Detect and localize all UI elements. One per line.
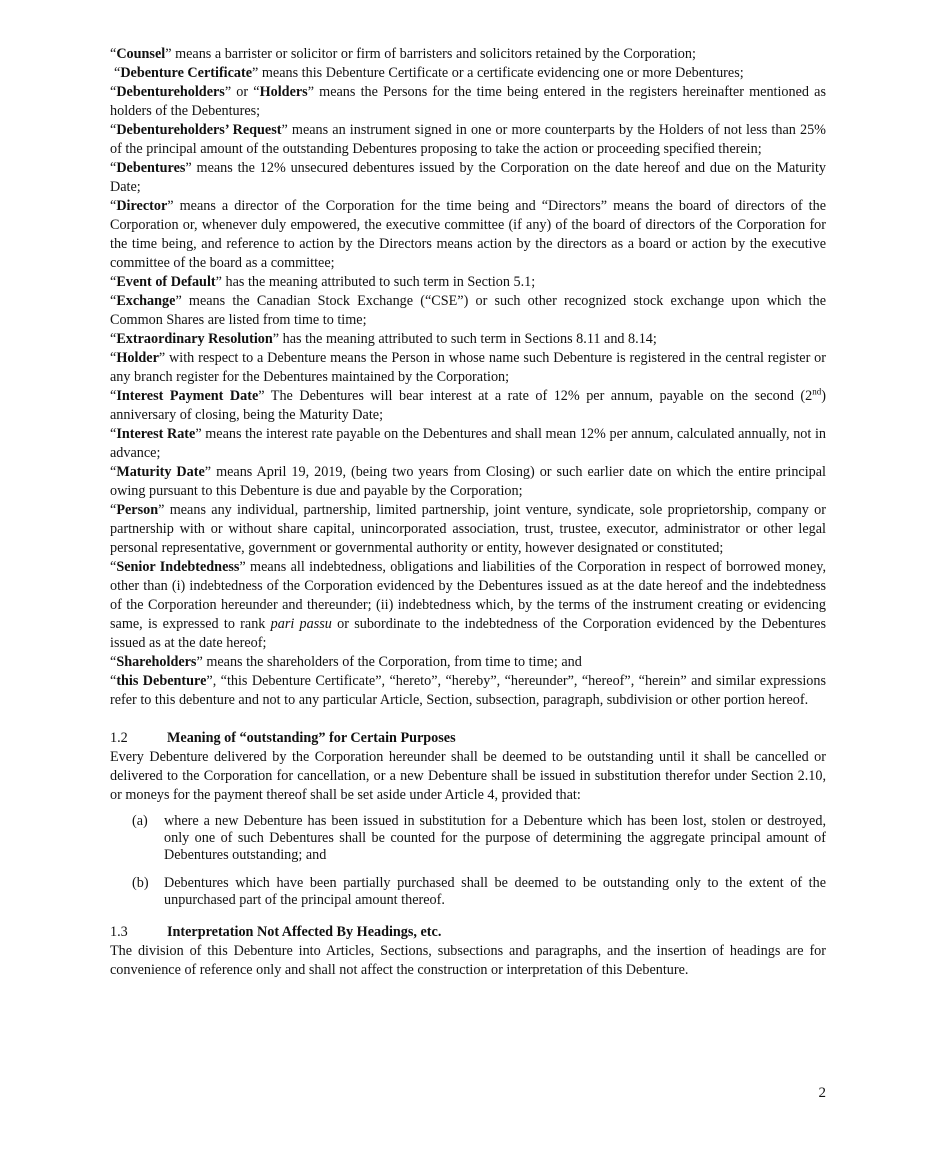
definition-debentureholders-request: “Debentureholders’ Request” means an instrument signed in one or more counterparts by the Holders of not less than 25% of the principal amount of the outstanding Debentures proposing to take the action or proceeding specified therein; — [110, 122, 826, 157]
definition-exchange: “Exchange” means the Canadian Stock Exchange (“CSE”) or such other recognized stock exchange upon which the Common Shares are listed from time to time; — [110, 293, 826, 328]
page-number: 2 — [818, 1085, 826, 1101]
section-heading — [110, 729, 826, 748]
section-1-2 — [110, 729, 826, 909]
list-item-text: Debentures which have been partially purchased shall be deemed to be outstanding only to the extent of the unpurchased part of the principal amount thereof. — [164, 875, 826, 908]
list-item-text: where a new Debenture has been issued in substitution for a Debenture which has been lost, stolen or destroyed, only one of such Debentures shall be counted for the purpose of determining the aggregate principal amount of Debentures outstanding; and — [164, 813, 826, 863]
list-marker: (a) — [132, 813, 148, 829]
list-item — [110, 813, 826, 864]
section-1-3 — [110, 923, 826, 980]
list-marker: (b) — [132, 875, 149, 891]
definition-holder: “Holder” with respect to a Debenture means the Person in whose name such Debenture is registered in the central register or any branch register for the Debentures maintained by the Corporation; — [110, 350, 826, 385]
definition-interest-rate: “Interest Rate” means the interest rate payable on the Debentures and shall mean 12% per annum, calculated annually, not in advance; — [110, 426, 826, 461]
section-list — [110, 813, 826, 909]
section-body: The division of this Debenture into Articles, Sections, subsections and paragraphs, and the insertion of headings are for convenience of reference only and shall not affect the construction or interpretation of this Debenture. — [110, 943, 826, 978]
definition-maturity-date: “Maturity Date” means April 19, 2019, (being two years from Closing) or such earlier date on which the entire principal owing pursuant to this Debenture is due and payable by the Corporation; — [110, 464, 826, 499]
section-title: Meaning of “outstanding” for Certain Purposes — [167, 730, 456, 746]
section-number: 1.3 — [110, 924, 128, 940]
section-title: Interpretation Not Affected By Headings, etc. — [167, 924, 442, 940]
definition-interest-payment-date: “Interest Payment Date” The Debentures will bear interest at a rate of 12% per annum, payable on the second (2nd) anniversary of closing, being the Maturity Date; — [110, 386, 826, 423]
section-body: Every Debenture delivered by the Corporation hereunder shall be deemed to be outstanding until it shall be cancelled or delivered to the Corporation for cancellation, or a new Debenture shall be issued in substitution therefor under Section 2.10, or moneys for the payment thereof shall be set aside under Article 4, provided that: — [110, 749, 826, 803]
definition-director: “Director” means a director of the Corporation for the time being and “Directors” means the board of directors of the Corporation or, whenever duly empowered, the executive committee (if any) of the board of directors of the Corporation for the time being, and reference to action by the Directors means action by the directors as a board or action by the executive committee of the board as a committee; — [110, 198, 826, 271]
list-item — [110, 875, 826, 909]
definition-shareholders: “Shareholders” means the shareholders of the Corporation, from time to time; and — [110, 654, 582, 670]
definitions-list — [110, 45, 826, 710]
definition-this-debenture: “this Debenture”, “this Debenture Certificate”, “hereto”, “hereby”, “hereunder”, “hereof”, “herein” and similar expressions refer to this debenture and not to any particular Article, Section, subsection, paragraph, subdivision or other portion hereof. — [110, 673, 826, 708]
definition-senior-indebtedness: “Senior Indebtedness” means all indebtedness, obligations and liabilities of the Corporation in respect of borrowed money, other than (i) indebtedness of the Corporation evidenced by the Debentures issued as at the date hereof and the indebtedness of the Corporation hereunder and thereunder; (ii) indebtedness which, by the terms of the instrument creating or evidencing same, is expressed to rank pari passu or subordinate to the indebtedness of the Corporation evidenced by the Debentures issued as at the date hereof; — [110, 559, 826, 651]
definition-extraordinary-resolution: “Extraordinary Resolution” has the meaning attributed to such term in Sections 8.11 and 8.14; — [110, 331, 657, 347]
definition-debentures: “Debentures” means the 12% unsecured debentures issued by the Corporation on the date hereof and due on the Maturity Date; — [110, 160, 826, 195]
definition-counsel: “Counsel” means a barrister or solicitor or firm of barristers and solicitors retained by the Corporation; — [110, 46, 696, 62]
definition-debentureholders: “Debentureholders” or “Holders” means the Persons for the time being entered in the registers hereinafter mentioned as holders of the Debentures; — [110, 84, 826, 119]
definition-event-of-default: “Event of Default” has the meaning attributed to such term in Section 5.1; — [110, 274, 536, 290]
definition-debenture-certificate: “Debenture Certificate” means this Debenture Certificate or a certificate evidencing one or more Debentures; — [114, 65, 744, 81]
section-number: 1.2 — [110, 730, 128, 746]
document-page — [110, 45, 826, 980]
section-heading — [110, 923, 826, 942]
definition-person: “Person” means any individual, partnership, limited partnership, joint venture, syndicate, sole proprietorship, company or partnership with or without share capital, unincorporated association, trust, trustee, executor, administrator or other legal personal representative, government or governmental authority or entity, however designated or constituted; — [110, 502, 826, 556]
